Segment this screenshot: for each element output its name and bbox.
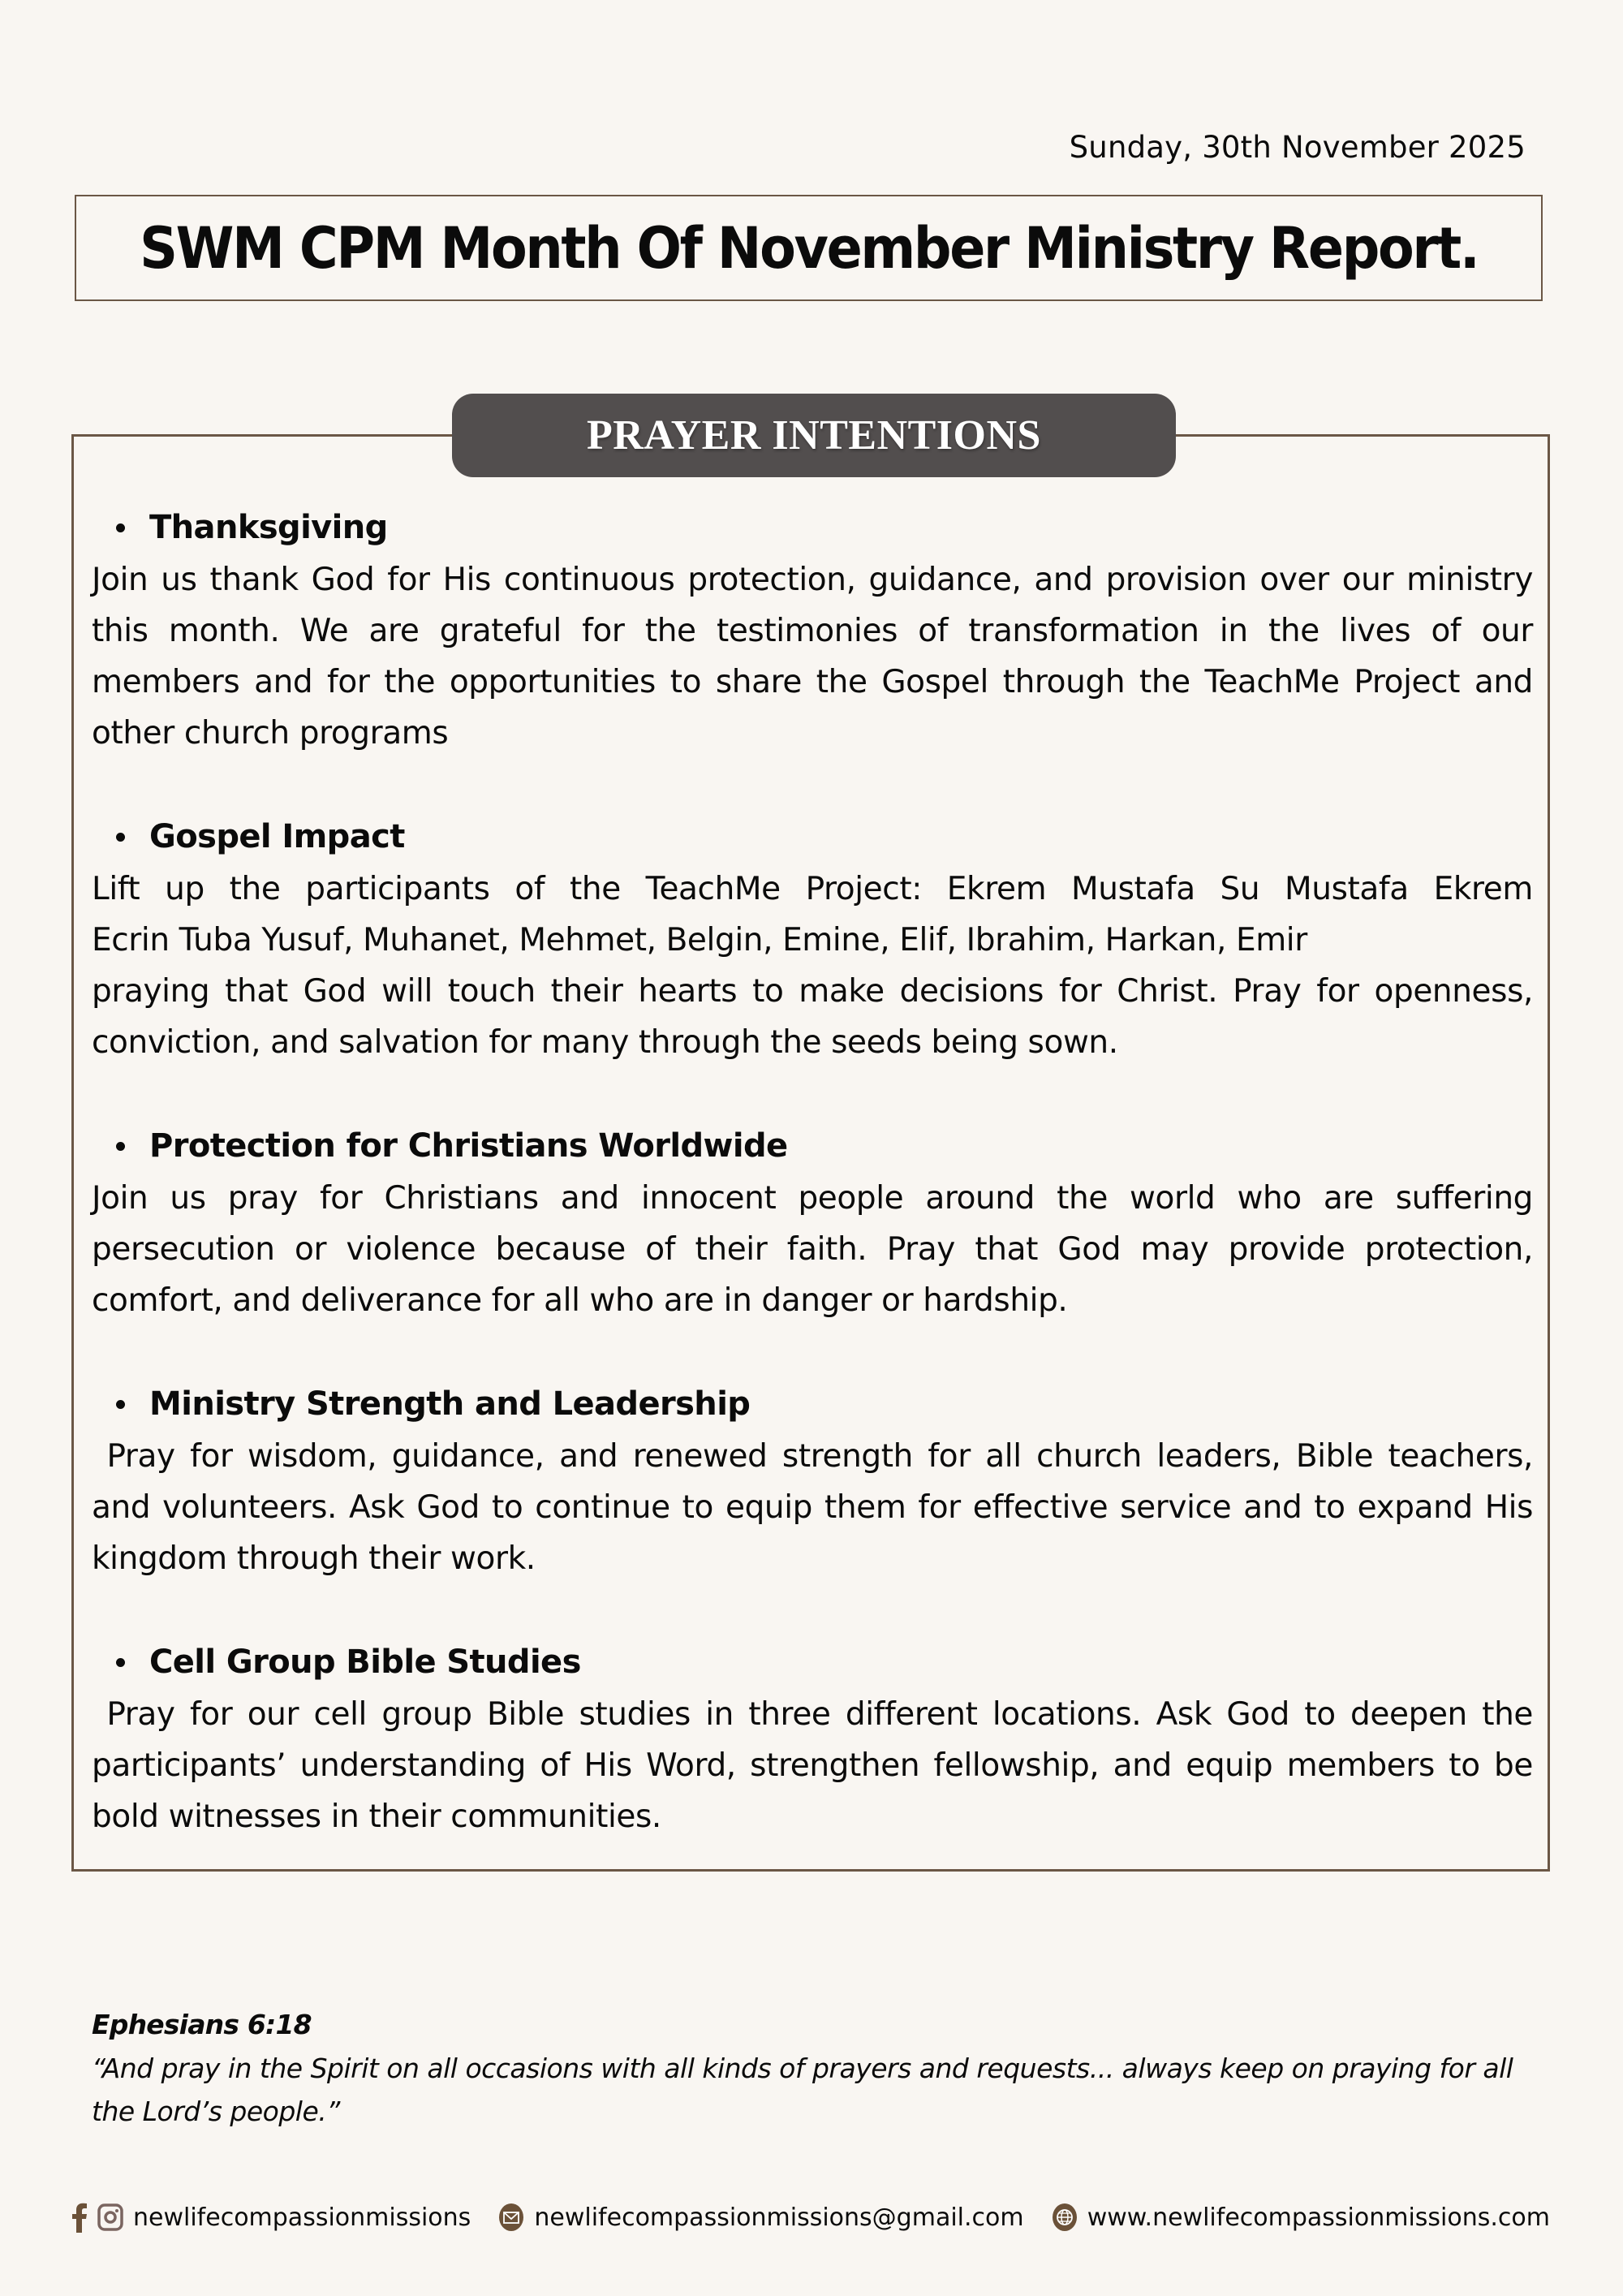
prayer-item-title: Thanksgiving — [149, 509, 388, 546]
verse-text: “And pray in the Spirit on all occasions with all kinds of prayers and requests... always keep on praying for all the Lord’s people.” — [92, 2053, 1513, 2127]
report-date: Sunday, 30th November 2025 — [1069, 130, 1526, 165]
bullet-icon — [116, 1142, 125, 1151]
prayer-list — [92, 501, 1543, 1893]
prayer-item-title: Cell Group Bible Studies — [149, 1643, 581, 1681]
body-line: Ecrin Tuba Yusuf, Muhanet, Mehmet, Belgin, Emine, Elif, Ibrahim, Harkan, Emir — [92, 922, 1307, 958]
globe-icon — [1052, 2203, 1078, 2232]
email-contact — [498, 2203, 1023, 2232]
social-contact — [71, 2202, 471, 2233]
prayer-item-title: Ministry Strength and Leadership — [149, 1385, 751, 1423]
bullet-icon — [116, 523, 125, 532]
prayer-item-cell-group — [92, 1635, 1543, 1842]
bullet-icon — [116, 1658, 125, 1667]
bullet-icon — [116, 1400, 125, 1409]
prayer-item-body: Join us pray for Christians and innocent people around the world who are suffering persecution or violence because of their faith. Pray that God may provide protection, comfort, and deliverance for all who are in danger or hardship. — [92, 1180, 1533, 1319]
scripture-verse — [92, 2009, 1533, 2133]
website-link[interactable]: www.newlifecompassionmissions.com — [1087, 2203, 1550, 2232]
prayer-item-gospel-impact — [92, 810, 1533, 1068]
prayer-item-body — [92, 864, 1533, 1068]
prayer-item-protection — [92, 1119, 1533, 1326]
prayer-item-title: Gospel Impact — [149, 818, 405, 855]
website-contact — [1052, 2203, 1550, 2232]
prayer-item-thanksgiving — [92, 501, 1533, 759]
body-line: Lift up the participants of the TeachMe Project: Ekrem Mustafa Su Mustafa Ekrem — [92, 871, 1533, 907]
footer-contacts — [71, 2202, 1550, 2233]
section-heading-pill — [452, 394, 1176, 477]
title-box — [75, 195, 1543, 301]
body-line: praying that God will touch their hearts to make decisions for Christ. Pray for openness, conviction, and salvation for many through the seeds being sown. — [92, 973, 1533, 1061]
instagram-icon[interactable] — [97, 2203, 123, 2232]
verse-reference: Ephesians 6:18 — [92, 2009, 312, 2040]
prayer-item-body: Pray for wisdom, guidance, and renewed strength for all church leaders, Bible teachers, and volunteers. Ask God to continue to equip them for effective service and to expand His kingdom through their work. — [92, 1438, 1543, 1577]
section-heading: PRAYER INTENTIONS — [587, 412, 1041, 459]
prayer-item-body: Join us thank God for His continuous protection, guidance, and provision over our ministry this month. We are grateful for the testimonies of transformation in the lives of our members and for the opportunities to share the Gospel through the TeachMe Project and other church programs — [92, 562, 1533, 752]
social-handle[interactable]: newlifecompassionmissions — [133, 2203, 471, 2232]
prayer-item-title: Protection for Christians Worldwide — [149, 1127, 788, 1165]
bullet-icon — [116, 833, 125, 842]
email-icon — [498, 2203, 524, 2232]
prayer-item-ministry-strength — [92, 1377, 1543, 1584]
facebook-icon[interactable] — [71, 2202, 88, 2233]
prayer-item-body: Pray for our cell group Bible studies in three different locations. Ask God to deepen the participants’ understanding of His Word, strengthen fellowship, and equip members to be bold witnesses in their communities. — [92, 1696, 1543, 1835]
email-link[interactable]: newlifecompassionmissions@gmail.com — [534, 2203, 1024, 2232]
page-title: SWM CPM Month Of November Ministry Report. — [139, 214, 1479, 282]
